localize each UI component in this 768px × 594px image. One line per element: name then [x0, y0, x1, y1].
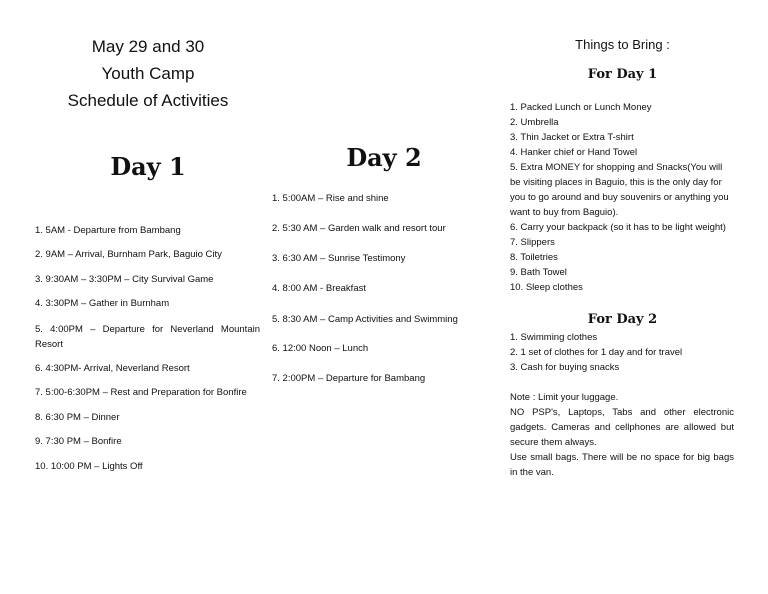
day1-item: 6. 4:30PM- Arrival, Neverland Resort — [35, 363, 190, 374]
bring-day2-list — [510, 330, 735, 375]
day2-item: 4. 8:00 AM - Breakfast — [272, 283, 366, 294]
day1-item: 4. 3:30PM – Gather in Burnham — [35, 298, 170, 309]
bring-item: 9. Bath Towel — [510, 267, 567, 278]
bring-item: 2. 1 set of clothes for 1 day and for travel — [510, 347, 683, 358]
bring-item: 3. Thin Jacket or Extra T-shirt — [510, 132, 634, 143]
header-date: May 29 and 30 — [91, 37, 205, 56]
day2-item: 2. 5:30 AM – Garden walk and resort tour — [272, 223, 446, 234]
day2-title: Day 2 — [346, 143, 422, 172]
day1-item: 8. 6:30 PM – Dinner — [35, 412, 120, 423]
bring-day1-title: For Day 1 — [587, 67, 658, 82]
day1-title: Day 1 — [110, 152, 186, 181]
day2-item: 7. 2:00PM – Departure for Bambang — [272, 373, 426, 384]
day1-item: 7. 5:00-6:30PM – Rest and Preparation for Bonfire — [35, 387, 247, 398]
day1-item: 10. 10:00 PM – Lights Off — [35, 461, 143, 472]
bring-item: 4. Hanker chief or Hand Towel — [510, 147, 638, 158]
bring-day2-title: For Day 2 — [587, 312, 658, 327]
note-line: Note : Limit your luggage. — [510, 392, 619, 403]
things-to-bring-title: Things to Bring : — [575, 37, 670, 52]
bring-item: 2. Umbrella — [510, 117, 559, 128]
bring-item: 10. Sleep clothes — [510, 282, 583, 293]
header-event: Youth Camp — [101, 64, 195, 83]
bring-item: 8. Toiletries — [510, 252, 558, 263]
day1-item: 3. 9:30AM – 3:30PM – City Survival Game — [35, 274, 214, 285]
note-line: Use small bags. There will be no space for big bags in the van. — [510, 452, 734, 478]
day2-item: 6. 12:00 Noon – Lunch — [272, 343, 369, 354]
bring-item: 7. Slippers — [510, 237, 555, 248]
day1-item: 5. 4:00PM – Departure for Neverland Mountain Resort — [35, 324, 260, 350]
day2-item: 1. 5:00AM – Rise and shine — [272, 193, 389, 204]
bring-day1-list — [510, 100, 735, 295]
bring-item: 1. Packed Lunch or Lunch Money — [510, 102, 652, 113]
day2-item: 3. 6:30 AM – Sunrise Testimony — [272, 253, 406, 264]
day1-item: 1. 5AM - Departure from Bambang — [35, 225, 181, 236]
bring-item: 6. Carry your backpack (so it has to be light weight) — [510, 222, 726, 233]
schedule-header — [38, 33, 258, 114]
note-line: NO PSP's, Laptops, Tabs and other electronic gadgets. Cameras and cellphones are allowed but secure them always. — [510, 407, 734, 448]
header-subtitle: Schedule of Activities — [67, 91, 229, 110]
bring-item: 5. Extra MONEY for shopping and Snacks(You will be visiting places in Baguio, this is the only day for you to go around and buy souvenirs or anything you want to buy from Baguio). — [510, 162, 729, 218]
luggage-note — [510, 390, 734, 480]
day2-item: 5. 8:30 AM – Camp Activities and Swimming — [272, 314, 458, 325]
bring-item: 3. Cash for buying snacks — [510, 362, 620, 373]
day1-item: 2. 9AM – Arrival, Burnham Park, Baguio City — [35, 249, 222, 260]
bring-item: 1. Swimming clothes — [510, 332, 598, 343]
day1-item: 9. 7:30 PM – Bonfire — [35, 436, 122, 447]
